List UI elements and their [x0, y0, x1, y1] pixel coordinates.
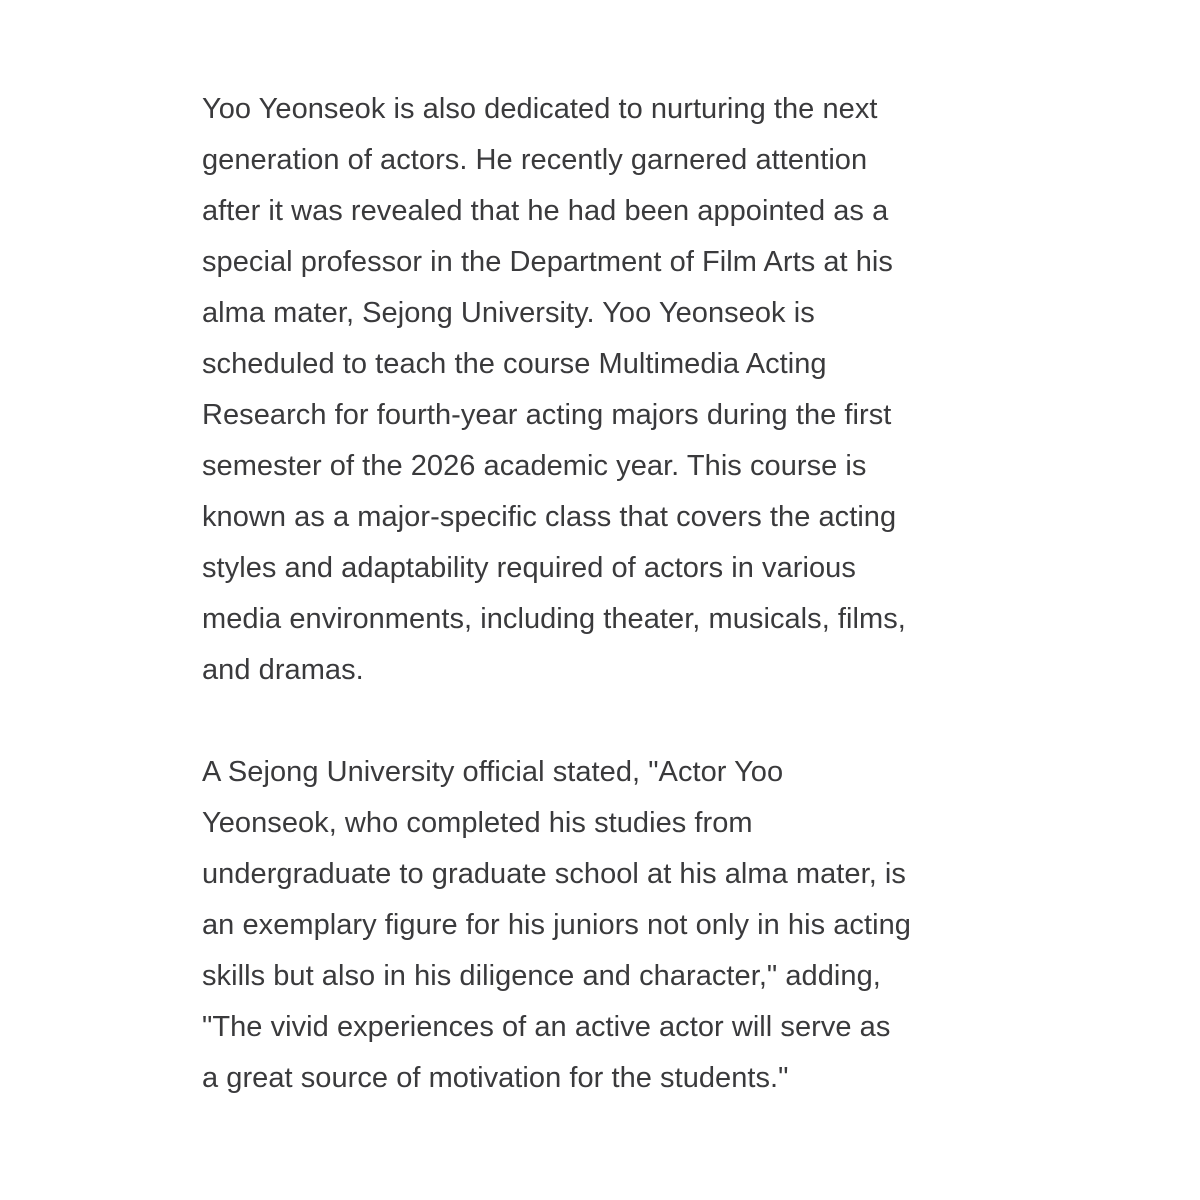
text-line: skills but also in his diligence and character," adding,	[202, 960, 881, 992]
text-line: Research for fourth-year acting majors during the first	[202, 399, 892, 431]
text-line: alma mater, Sejong University. Yoo Yeonseok is	[202, 297, 815, 329]
text-line: media environments, including theater, musicals, films,	[202, 603, 906, 635]
text-line: generation of actors. He recently garnered attention	[202, 144, 868, 176]
text-line: known as a major-specific class that covers the acting	[202, 501, 897, 533]
text-line: Yoo Yeonseok is also dedicated to nurturing the next	[202, 93, 878, 125]
text-line: A Sejong University official stated, "Actor Yoo	[202, 756, 784, 788]
text-line: semester of the 2026 academic year. This course is	[202, 450, 867, 482]
text-line: scheduled to teach the course Multimedia Acting	[202, 348, 827, 380]
text-line: special professor in the Department of Film Arts at his	[202, 246, 893, 278]
text-line: "The vivid experiences of an active actor will serve as	[202, 1011, 891, 1043]
text-line: and dramas.	[202, 654, 364, 686]
text-line: styles and adaptability required of actors in various	[202, 552, 856, 584]
text-line: a great source of motivation for the students."	[202, 1062, 789, 1094]
paragraph-1	[202, 84, 1022, 696]
text-line: Yeonseok, who completed his studies from	[202, 807, 753, 839]
text-line: an exemplary figure for his juniors not only in his acting	[202, 909, 911, 941]
text-line: undergraduate to graduate school at his alma mater, is	[202, 858, 906, 890]
text-line: after it was revealed that he had been appointed as a	[202, 195, 889, 227]
paragraph-2	[202, 747, 1022, 1104]
article-body	[202, 84, 1022, 1104]
